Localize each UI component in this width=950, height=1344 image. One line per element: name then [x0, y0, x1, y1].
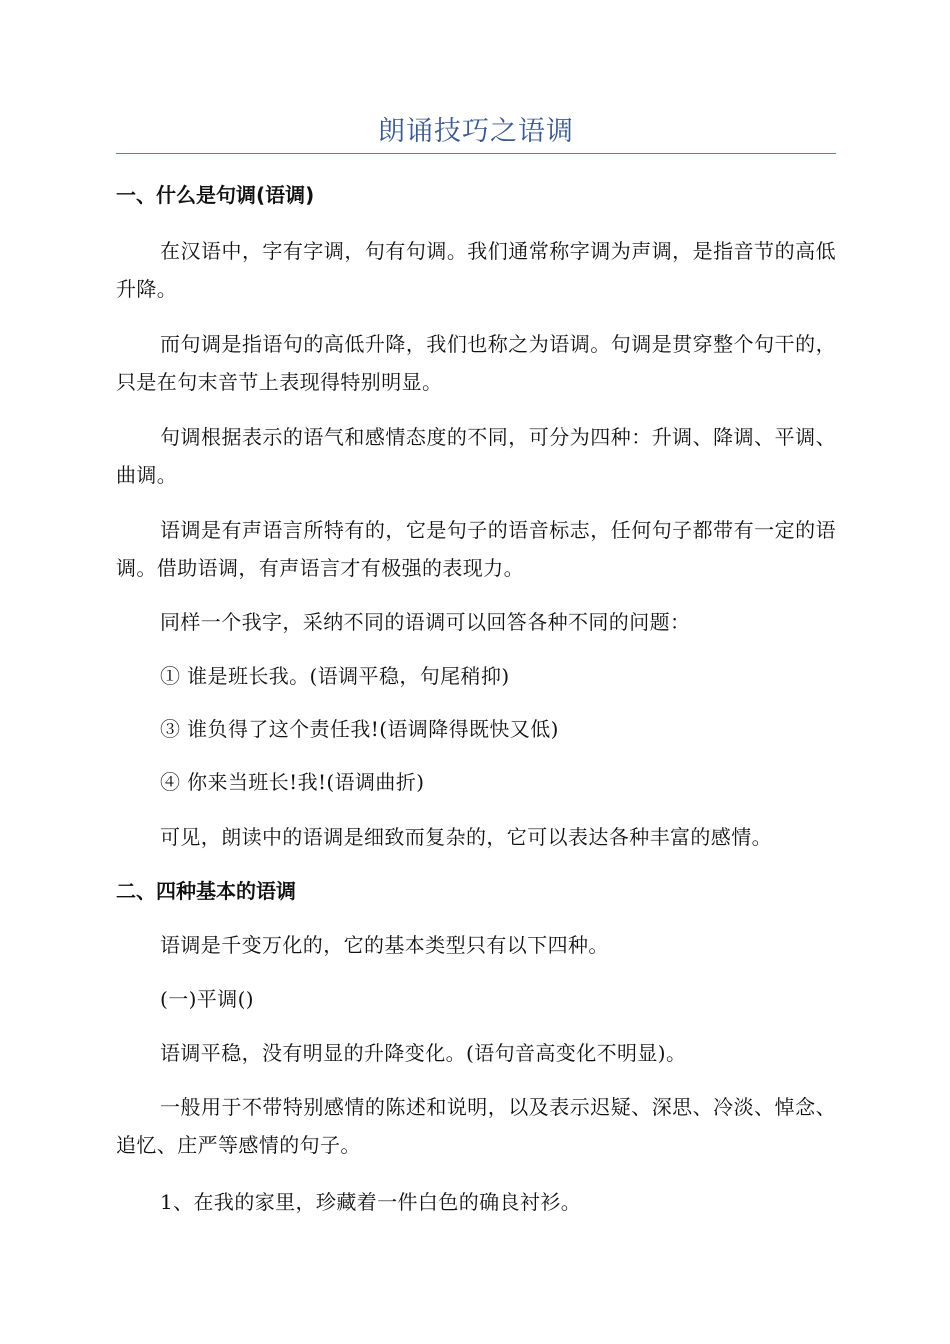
section-1-paragraph-3: 句调根据表示的语气和感情态度的不同，可分为四种：升调、降调、平调、曲调。 — [116, 425, 836, 487]
subsection-1-heading: (一)平调() — [160, 987, 255, 1011]
section-1-paragraph-1: 在汉语中，字有字调，句有句调。我们通常称字调为声调，是指音节的高低升降。 — [116, 239, 836, 301]
section-1-paragraph-4: 语调是有声语言所特有的，它是句子的语音标志，任何句子都带有一定的语调。借助语调，有声语言才有极强的表现力。 — [116, 518, 836, 580]
section-1-paragraph-6: 可见，朗读中的语调是细致而复杂的，它可以表达各种丰富的感情。 — [160, 825, 772, 849]
example-4: ④ 你来当班长!我!(语调曲折) — [160, 770, 425, 794]
title-underline — [116, 153, 836, 154]
example-item-1: 1、在我的家里，珍藏着一件白色的确良衬衫。 — [160, 1190, 582, 1214]
section-2-heading: 二、四种基本的语调 — [116, 879, 296, 903]
section-1-paragraph-5: 同样一个我字，采纳不同的语调可以回答各种不同的问题： — [160, 610, 691, 634]
section-1-paragraph-2: 而句调是指语句的高低升降，我们也称之为语调。句调是贯穿整个句干的，只是在句末音节上表现得特别明显。 — [116, 332, 836, 394]
example-3: ③ 谁负得了这个责任我!(语调降得既快又低) — [160, 717, 559, 741]
section-1-heading: 一、什么是句调(语调) — [116, 183, 315, 207]
section-2-paragraph-3: 一般用于不带特别感情的陈述和说明，以及表示迟疑、深思、冷淡、悼念、追忆、庄严等感情的句子。 — [116, 1095, 836, 1157]
example-1: ① 谁是班长我。(语调平稳，句尾稍抑) — [160, 664, 510, 688]
section-2-paragraph-2: 语调平稳，没有明显的升降变化。(语句音高变化不明显)。 — [160, 1041, 687, 1065]
section-2-paragraph-1: 语调是千变万化的，它的基本类型只有以下四种。 — [160, 933, 609, 957]
document-title: 朗诵技巧之语调 — [378, 116, 574, 147]
